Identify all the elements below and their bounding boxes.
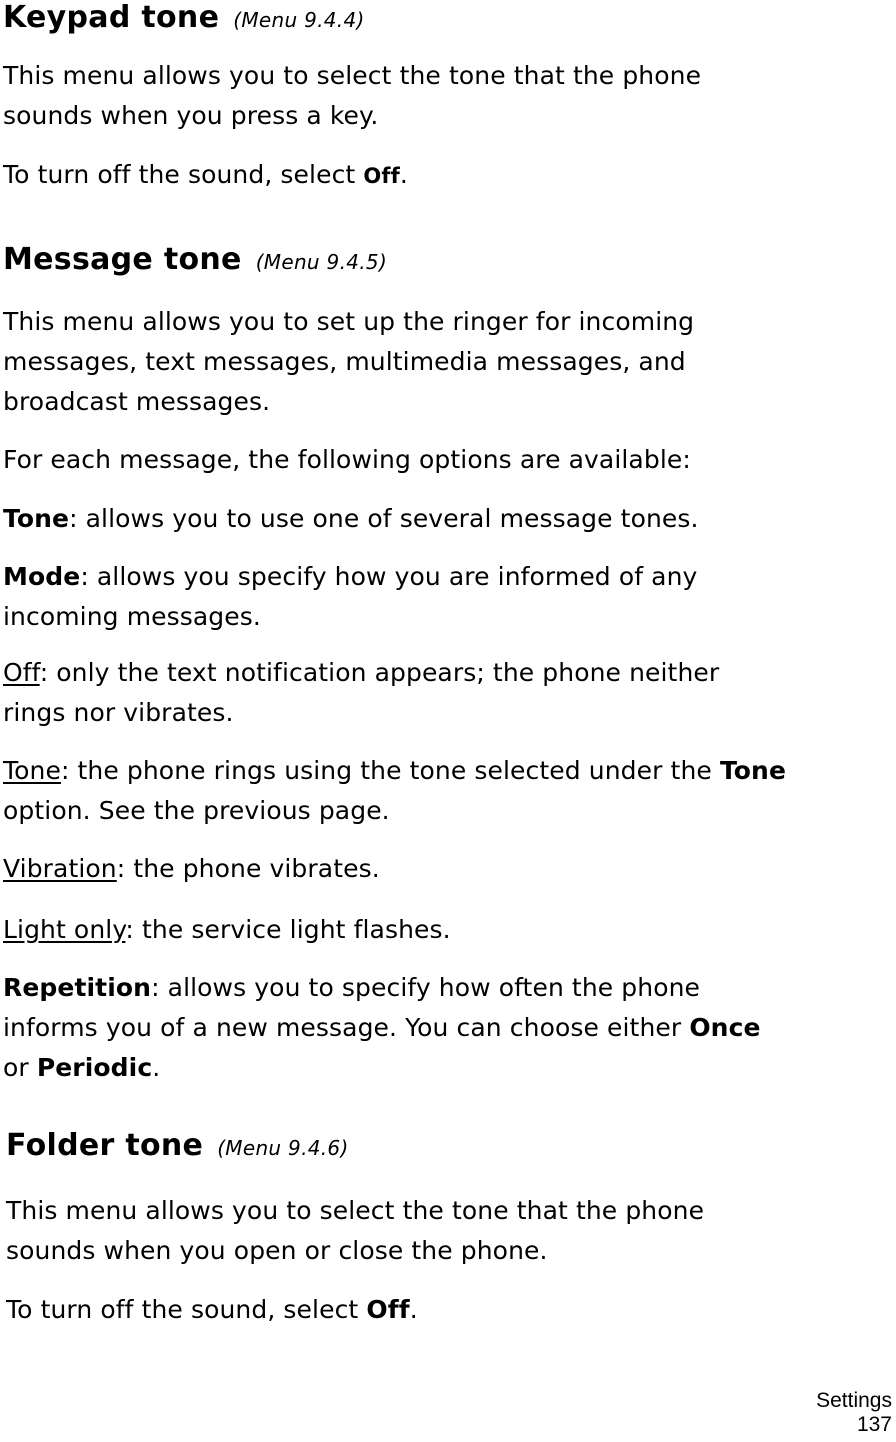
option-label-tone: Tone [3, 504, 70, 533]
text-span: informs you of a new message. You can choose either [3, 1013, 690, 1042]
text-span: or [3, 1053, 37, 1082]
mode-label-light-only: Light only [3, 915, 126, 944]
folder-description [6, 1191, 896, 1271]
mode-vibration-description [3, 849, 893, 889]
text-line: rings nor vibrates. [3, 698, 234, 727]
text-span: . [399, 160, 408, 189]
menu-reference: (Menu 9.4.4) [233, 8, 365, 32]
text-line: sounds when you press a key. [3, 101, 379, 130]
mode-label-off: Off [3, 658, 40, 687]
message-options-intro [3, 440, 893, 480]
text-span: : allows you specify how you are informed of any [80, 562, 698, 591]
text-line: broadcast messages. [3, 387, 271, 416]
menu-reference: (Menu 9.4.6) [217, 1136, 349, 1160]
text-line: This menu allows you to select the tone that the phone [6, 1196, 705, 1225]
text-line: messages, text messages, multimedia messages, and [3, 347, 686, 376]
page-number: 137 [856, 1413, 892, 1436]
text-span: To turn off the sound, select [6, 1295, 367, 1324]
heading-folder-tone [6, 1128, 349, 1163]
text-span: : the phone rings using the tone selected under the [60, 756, 720, 785]
keypad-off-instruction [3, 155, 893, 196]
text-line: option. See the previous page. [3, 796, 390, 825]
text-span: . [409, 1295, 418, 1324]
text-line: This menu allows you to set up the ringer for incoming [3, 307, 695, 336]
choice-once: Once [689, 1013, 761, 1042]
text-line: sounds when you open or close the phone. [6, 1236, 548, 1265]
option-repetition-description [3, 968, 893, 1088]
mode-off-description [3, 653, 893, 733]
option-reference-tone: Tone [719, 756, 786, 785]
mode-tone-description [3, 751, 893, 831]
text-span: . [152, 1053, 161, 1082]
menu-reference: (Menu 9.4.5) [255, 250, 388, 274]
option-label-repetition: Repetition [3, 973, 152, 1002]
text-line: incoming messages. [3, 602, 261, 631]
option-mode-description [3, 557, 893, 637]
text-line: This menu allows you to select the tone that the phone [3, 61, 702, 90]
mode-label-tone: Tone [3, 756, 61, 785]
page-footer [816, 1389, 892, 1437]
heading-title: Folder tone [6, 1128, 204, 1163]
heading-message-tone [3, 242, 387, 277]
folder-off-instruction [6, 1290, 896, 1330]
option-label-mode: Mode [3, 562, 81, 591]
option-off: Off [363, 164, 400, 188]
text-span: : the service light flashes. [125, 915, 451, 944]
text-span: : only the text notification appears; the phone neither [39, 658, 720, 687]
text-line: For each message, the following options are available: [3, 445, 691, 474]
footer-section-name: Settings [816, 1389, 892, 1412]
heading-keypad-tone [3, 0, 365, 35]
option-tone-description [3, 499, 893, 539]
text-span: To turn off the sound, select [3, 160, 364, 189]
heading-title: Keypad tone [3, 0, 220, 35]
choice-periodic: Periodic [36, 1053, 153, 1082]
heading-title: Message tone [3, 242, 242, 277]
keypad-description [3, 56, 893, 136]
text-span: : the phone vibrates. [116, 854, 380, 883]
mode-label-vibration: Vibration [3, 854, 117, 883]
message-description [3, 302, 893, 422]
mode-light-only-description [3, 910, 893, 950]
text-span: : allows you to use one of several message tones. [69, 504, 699, 533]
text-span: : allows you to specify how often the phone [151, 973, 701, 1002]
option-off: Off [366, 1295, 410, 1324]
